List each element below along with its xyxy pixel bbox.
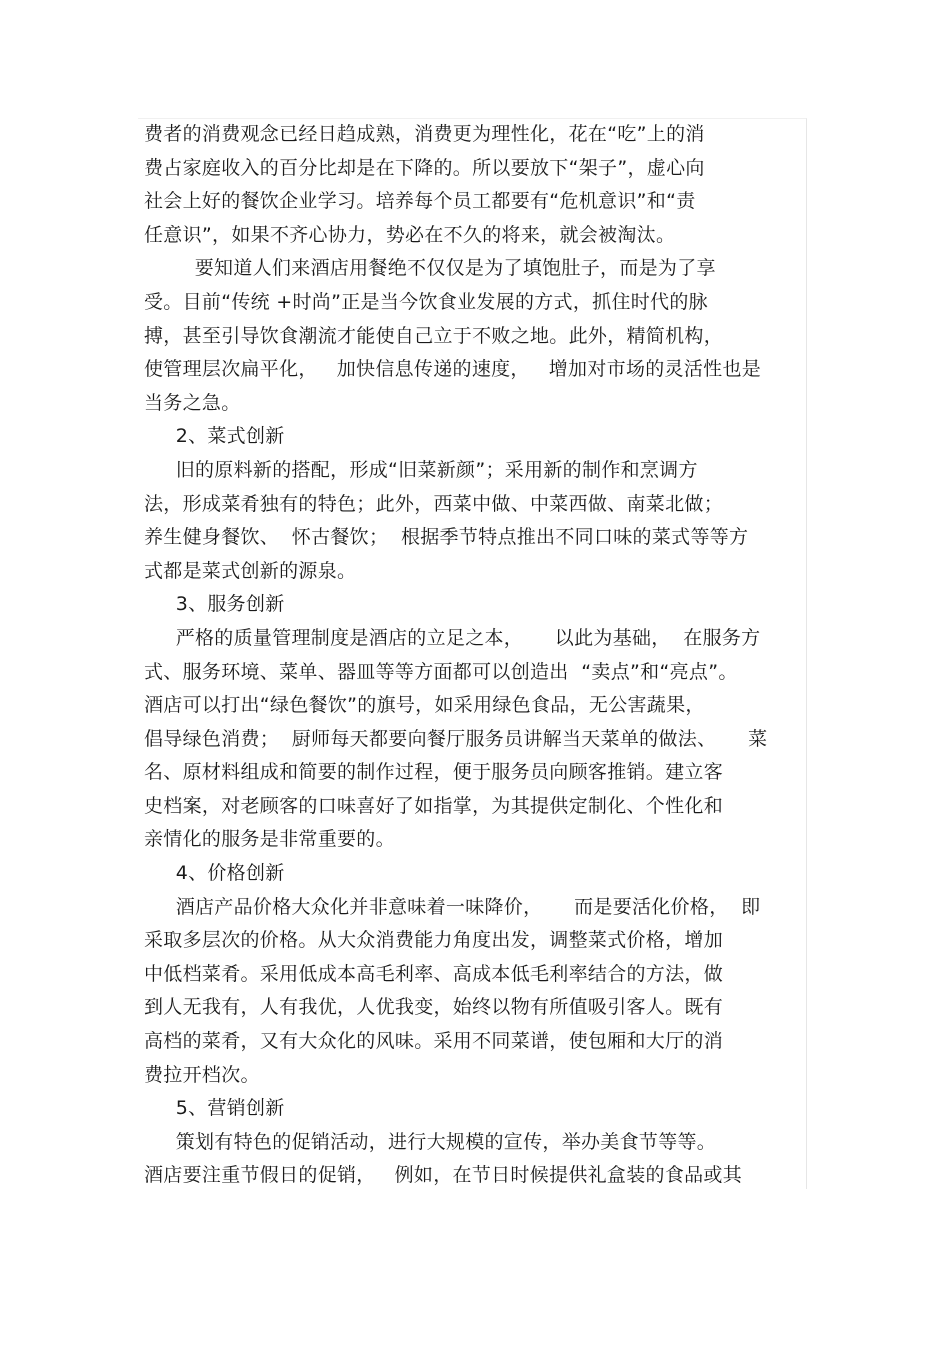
text-line: 亲情化的服务是非常重要的。 <box>144 828 395 851</box>
text-line: 受。目前“传统 +时尚”正是当今饮食业发展的方式，抓住时代的脉 <box>144 290 708 313</box>
section-heading: 4、价格创新 <box>144 862 285 885</box>
section-heading: 5、营销创新 <box>144 1097 285 1120</box>
text-line: 倡导绿色消费； 厨师每天都要向餐厅服务员讲解当天菜单的做法、 菜 <box>144 727 768 750</box>
text-line: 采取多层次的价格。从大众消费能力角度出发，调整菜式价格，增加 <box>144 929 724 952</box>
text-line: 使管理层次扁平化， 加快信息传递的速度， 增加对市场的灵活性也是 <box>144 358 762 381</box>
text-line: 式、服务环境、菜单、器皿等等方面都可以创造出 “卖点”和“亮点”。 <box>144 660 738 683</box>
text-line: 社会上好的餐饮企业学习。培养每个员工都要有“危机意识”和“责 <box>144 190 696 213</box>
text-line: 费者的消费观念已经日趋成熟，消费更为理性化，花在“吃”上的消 <box>144 123 705 145</box>
text-line: 费拉开档次。 <box>144 1063 260 1086</box>
text-line: 高档的菜肴，又有大众化的风味。采用不同菜谱，使包厢和大厅的消 <box>144 1030 724 1053</box>
text-line: 当务之急。 <box>144 391 241 414</box>
section-heading: 3、服务创新 <box>144 593 285 616</box>
text-line: 法，形成菜肴独有的特色；此外，西菜中做、中菜西做、南菜北做； <box>144 492 724 515</box>
text-line: 任意识”，如果不齐心协力，势必在不久的将来，就会被淘汰。 <box>144 223 676 246</box>
text-line: 严格的质量管理制度是酒店的立足之本， 以此为基础， 在服务方 <box>144 626 761 649</box>
document-body <box>144 118 808 1193</box>
text-line: 中低档菜肴。采用低成本高毛利率、高成本低毛利率结合的方法，做 <box>144 962 724 985</box>
text-line: 酒店要注重节假日的促销， 例如，在节日时候提供礼盒装的食品或其 <box>144 1164 743 1187</box>
text-line: 要知道人们来酒店用餐绝不仅仅是为了填饱肚子，而是为了享 <box>144 257 716 280</box>
text-line: 策划有特色的促销活动，进行大规模的宣传，举办美食节等等。 <box>144 1130 717 1153</box>
section-heading: 2、菜式创新 <box>144 425 285 448</box>
text-line: 名、原材料组成和简要的制作过程，便于服务员向顾客推销。建立客 <box>144 761 724 784</box>
text-line: 搏，甚至引导饮食潮流才能使自己立于不败之地。此外，精简机构， <box>144 324 724 347</box>
text-line: 酒店可以打出“绿色餐饮”的旗号，如采用绿色食品，无公害蔬果， <box>144 694 705 717</box>
text-line: 费占家庭收入的百分比却是在下降的。所以要放下“架子”，虚心向 <box>144 156 705 179</box>
text-line: 史档案，对老顾客的口味喜好了如指掌，为其提供定制化、个性化和 <box>144 794 724 817</box>
text-line: 式都是菜式创新的源泉。 <box>144 559 357 582</box>
text-line: 旧的原料新的搭配，形成“旧菜新颜”；采用新的制作和烹调方 <box>144 458 698 481</box>
text-line: 养生健身餐饮、 怀古餐饮； 根据季节特点推出不同口味的菜式等等方 <box>144 526 749 549</box>
text-line: 酒店产品价格大众化并非意味着一味降价， 而是要活化价格， 即 <box>144 895 761 918</box>
text-line: 到人无我有，人有我优，人优我变，始终以物有所值吸引客人。既有 <box>144 996 724 1019</box>
